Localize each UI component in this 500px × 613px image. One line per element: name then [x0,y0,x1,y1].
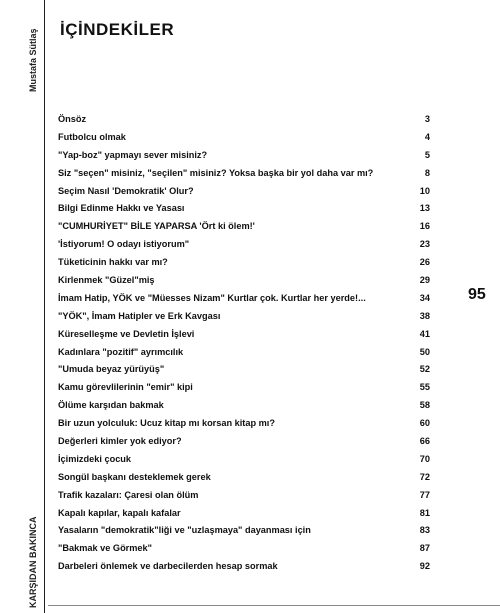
toc-entry-title: Değerleri kimler yok ediyor? [58,436,182,447]
toc-entry [58,436,430,454]
toc-entry [58,168,430,186]
toc-entry-title: Trafik kazaları: Çaresi olan ölüm [58,489,199,500]
toc-entry-title: "Yap-boz" yapmayı sever misiniz? [58,149,208,160]
toc-entry-page: 60 [419,418,430,429]
spine-divider-line [44,0,45,613]
toc-entry-page: 87 [419,543,430,554]
toc-entry-title: Seçim Nasıl 'Demokratik' Olur? [58,185,194,196]
toc-entry-page: 29 [419,275,430,286]
toc-entry [58,132,430,150]
toc-entry-title: Kadınlara "pozitif" ayrımcılık [58,346,184,357]
toc-entry-title: "YÖK", İmam Hatipler ve Erk Kavgası [58,310,221,321]
toc-entry-page: 3 [424,114,430,124]
toc-entry [58,490,430,508]
toc-entry-title: Önsöz [58,114,87,124]
toc-entry-page: 16 [419,221,430,232]
toc-entry [58,525,430,543]
toc-entry-title: Darbeleri önlemek ve darbecilerden hesap sormak [58,561,278,572]
toc-entry-page: 58 [419,400,430,411]
toc-entry-page: 8 [424,167,430,178]
toc-entry-page: 41 [419,328,430,339]
toc-entry-page: 52 [419,364,430,375]
toc-entry-title: "CUMHURİYET" BİLE YAPARSA 'Ört ki ölem!' [58,221,255,232]
toc-entry-title: Yasaların "demokratik"liği ve "uzlaşmaya" dayanması için [58,525,311,536]
toc-entry [58,203,430,221]
toc-entry-title: "Umuda beyaz yürüyüş" [58,364,165,375]
toc-entry [58,329,430,347]
toc-entry-title: İmam Hatip, YÖK ve "Müesses Nizam" Kurtlar çok. Kurtlar her yerde!... [58,292,366,303]
table-of-contents [58,114,430,579]
toc-entry-page: 34 [419,292,430,303]
toc-entry-page: 26 [419,257,430,268]
toc-entry [58,275,430,293]
toc-entry [58,472,430,490]
toc-entry [58,418,430,436]
toc-entry-page: 72 [419,471,430,482]
toc-entry-page: 10 [419,185,430,196]
toc-entry-page: 4 [424,131,430,142]
toc-entry-page: 92 [419,561,430,572]
toc-entry-title: Kapalı kapılar, kapalı kafalar [58,507,181,518]
toc-entry-page: 83 [419,525,430,536]
toc-entry-title: İçimizdeki çocuk [58,453,132,464]
toc-entry-page: 66 [419,436,430,447]
toc-entry-page: 38 [419,310,430,321]
toc-entry [58,454,430,472]
toc-entry-page: 23 [419,239,430,250]
toc-entry-title: Bir uzun yolculuk: Ucuz kitap mı korsan kitap mı? [58,418,275,429]
toc-entry-page: 13 [419,203,430,214]
toc-entry-title: Siz "seçen" misiniz, "seçilen" misiniz? Yoksa başka bir yol daha var mı? [58,167,374,178]
toc-entry-title: Futbolcu olmak [58,131,126,142]
spine-book-title [0,470,40,613]
toc-entry-page: 5 [424,149,430,160]
toc-entry [58,150,430,168]
spine-author-text: Mustafa Sütlaş [28,28,38,92]
toc-entry [58,257,430,275]
bottom-rule [48,605,500,606]
toc-entry-page: 50 [419,346,430,357]
toc-entry-page: 77 [419,489,430,500]
toc-entry-title: Kamu görevlilerinin "emir" kipi [58,382,193,393]
toc-entry [58,543,430,561]
toc-entry-page: 81 [419,507,430,518]
page-number: 95 [468,286,486,303]
toc-entry-page: 70 [419,453,430,464]
toc-entry [58,221,430,239]
toc-entry [58,239,430,257]
toc-entry-title: Bilgi Edinme Hakkı ve Yasası [58,203,185,214]
toc-entry-title: "Bakmak ve Görmek" [58,543,153,554]
toc-entry [58,561,430,579]
toc-entry [58,186,430,204]
toc-entry-title: Kirlenmek "Güzel"miş [58,275,155,286]
spine-book-title-text: KARŞIDAN BAKINCA [28,516,38,608]
toc-entry-title: Songül başkanı desteklemek gerek [58,471,211,482]
page-title: İÇİNDEKİLER [60,20,175,39]
toc-entry-title: Tüketicinin hakkı var mı? [58,257,168,268]
toc-entry-page: 55 [419,382,430,393]
toc-entry [58,311,430,329]
toc-entry [58,347,430,365]
toc-entry [58,382,430,400]
toc-entry [58,293,430,311]
toc-entry [58,400,430,418]
toc-entry-title: Küreselleşme ve Devletin İşlevi [58,328,195,339]
spine-author [0,0,40,120]
toc-entry [58,114,430,132]
toc-entry-title: Ölüme karşıdan bakmak [58,400,164,411]
toc-entry [58,364,430,382]
toc-entry [58,508,430,526]
toc-entry-title: 'İstiyorum! O odayı istiyorum" [58,239,190,250]
